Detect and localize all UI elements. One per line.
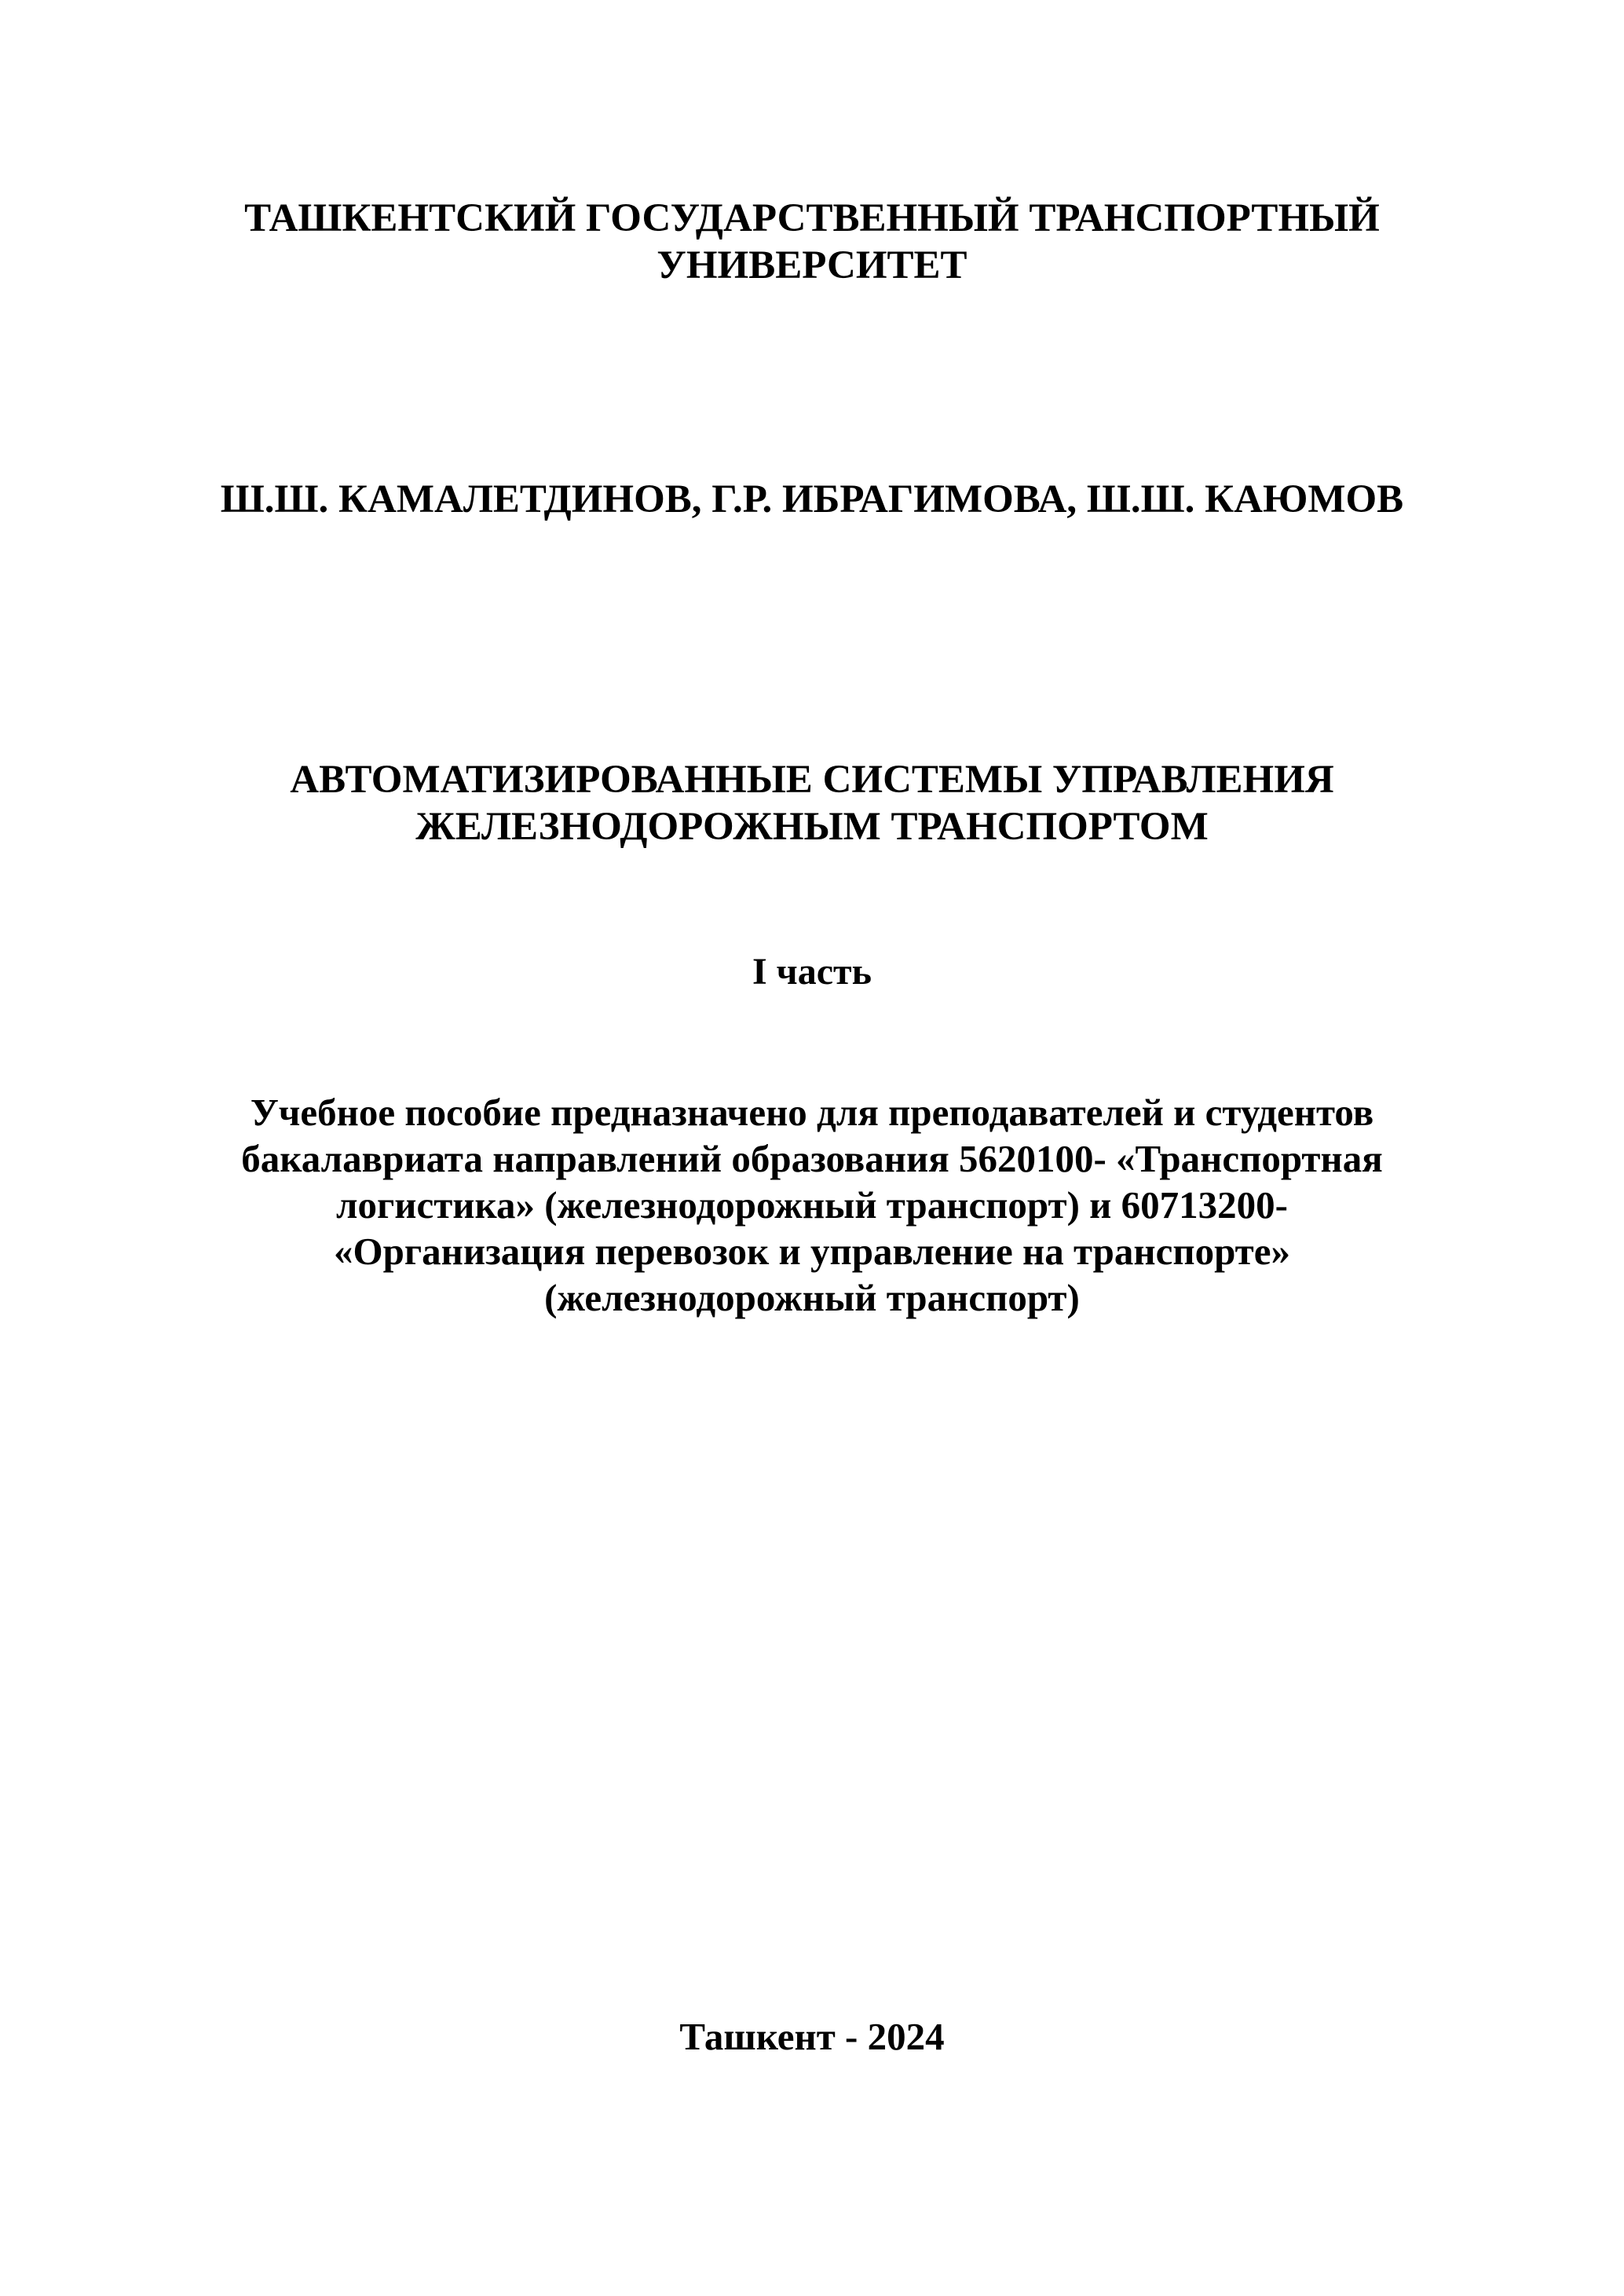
book-title-line-2: ЖЕЛЕЗНОДОРОЖНЫМ ТРАНСПОРТОМ: [415, 805, 1209, 849]
city-year-text: Ташкент - 2024: [679, 2015, 945, 2058]
description: [0, 1089, 1624, 1321]
description-line-4: «Организация перевозок и управление на транспорте»: [333, 1230, 1290, 1273]
university-name-line-2: УНИВЕРСИТЕТ: [657, 243, 967, 287]
description-line-2: бакалавриата направлений образования 5620100- «Транспортная: [241, 1137, 1383, 1180]
part-label-text: I часть: [752, 951, 872, 993]
book-title: [0, 756, 1624, 850]
description-line-5: (железнодорожный транспорт): [544, 1276, 1080, 1319]
book-title-line-1: АВТОМАТИЗИРОВАННЫЕ СИСТЕМЫ УПРАВЛЕНИЯ: [290, 758, 1334, 802]
part-label: [0, 950, 1624, 994]
university-name-line-1: ТАШКЕНТСКИЙ ГОСУДАРСТВЕННЫЙ ТРАНСПОРТНЫЙ: [244, 196, 1380, 240]
authors-line: Ш.Ш. КАМАЛЕТДИНОВ, Г.Р. ИБРАГИМОВА, Ш.Ш. КАЮМОВ: [220, 477, 1404, 521]
authors: [0, 476, 1624, 523]
university-name: [0, 195, 1624, 289]
description-line-3: логистика» (железнодорожный транспорт) и 60713200-: [336, 1183, 1288, 1227]
description-line-1: Учебное пособие предназначено для преподавателей и студентов: [250, 1091, 1374, 1134]
city-year: [0, 2014, 1624, 2060]
